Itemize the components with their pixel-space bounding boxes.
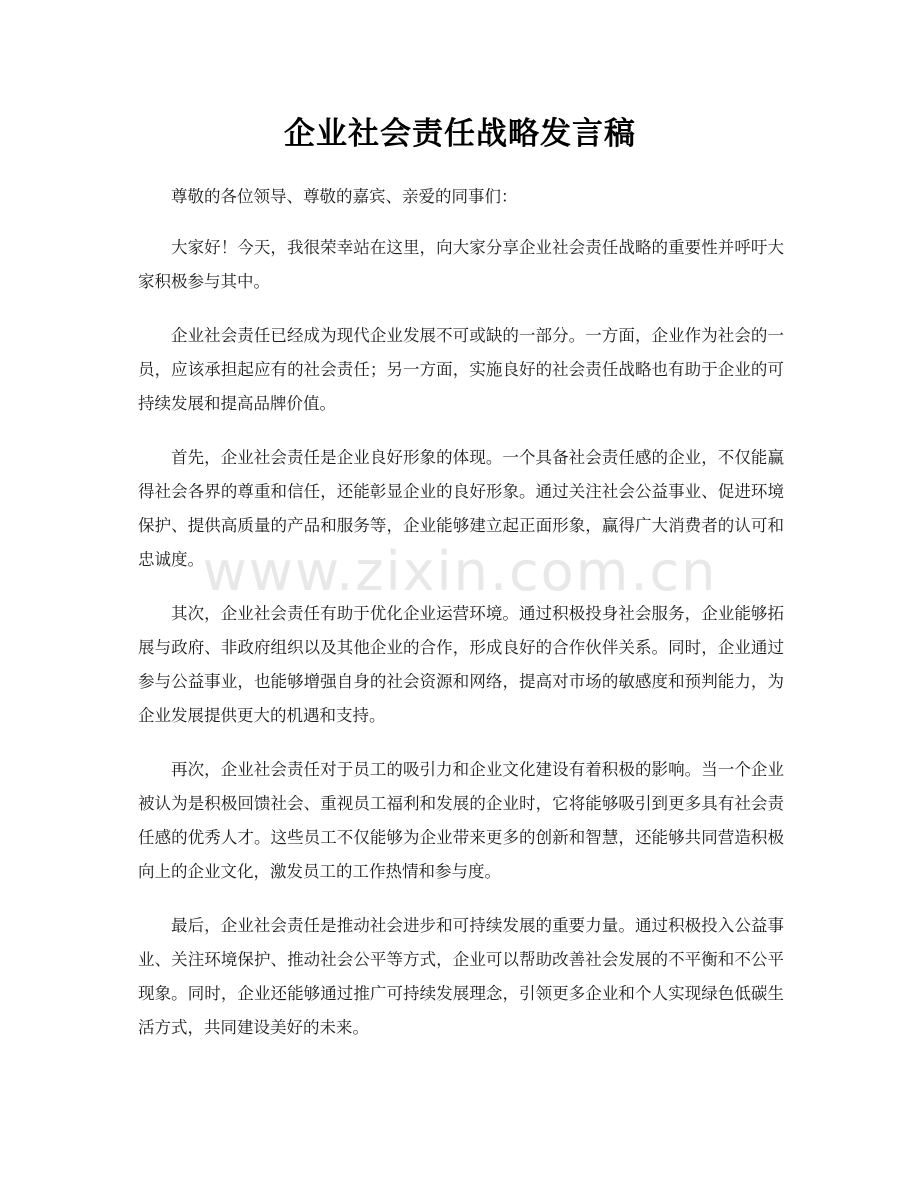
watermark: www.zixin.com.cn [202, 540, 718, 603]
salutation: 尊敬的各位领导、尊敬的嘉宾、亲爱的同事们： [171, 187, 518, 206]
paragraph-final-point: 最后，企业社会责任是推动社会进步和可持续发展的重要力量。通过积极投入公益事业、关注环境保护、推动社会公平等方式，企业可以帮助改善社会发展的不平衡和不公平现象。同时，企业还能够通过推广可持续发展理念，引领更多企业和个人实现绿色低碳生活方式，共同建设美好的未来。 [138, 916, 784, 1037]
document-title: 企业社会责任战略发言稿 [284, 116, 636, 152]
paragraph-second-point: 其次，企业社会责任有助于优化企业运营环境。通过积极投身社会服务，企业能够拓展与政府、非政府组织以及其他企业的合作，形成良好的合作伙伴关系。同时，企业通过参与公益事业，也能够增强自身的社会资源和网络，提高对市场的敏感度和预判能力，为企业发展提供更大的机遇和支持。 [138, 604, 784, 725]
paragraph-introduction: 企业社会责任已经成为现代企业发展不可或缺的一部分。一方面，企业作为社会的一员，应该承担起应有的社会责任；另一方面，实施良好的社会责任战略也有助于企业的可持续发展和提高品牌价值。 [138, 326, 784, 413]
paragraph-greeting: 大家好！今天，我很荣幸站在这里，向大家分享企业社会责任战略的重要性并呼吁大家积极参与其中。 [138, 238, 784, 291]
document-body [138, 180, 784, 1065]
paragraph-third-point: 再次，企业社会责任对于员工的吸引力和企业文化建设有着积极的影响。当一个企业被认为是积极回馈社会、重视员工福利和发展的企业时，它将能够吸引到更多具有社会责任感的优秀人才。这些员工不仅能够为企业带来更多的创新和智慧，还能够共同营造积极向上的企业文化，激发员工的工作热情和参与度。 [138, 760, 784, 881]
paragraph-first-point: 首先，企业社会责任是企业良好形象的体现。一个具备社会责任感的企业，不仅能赢得社会各界的尊重和信任，还能彰显企业的良好形象。通过关注社会公益事业、促进环境保护、提供高质量的产品和服务等，企业能够建立起正面形象，赢得广大消费者的认可和忠诚度。 [138, 448, 784, 569]
